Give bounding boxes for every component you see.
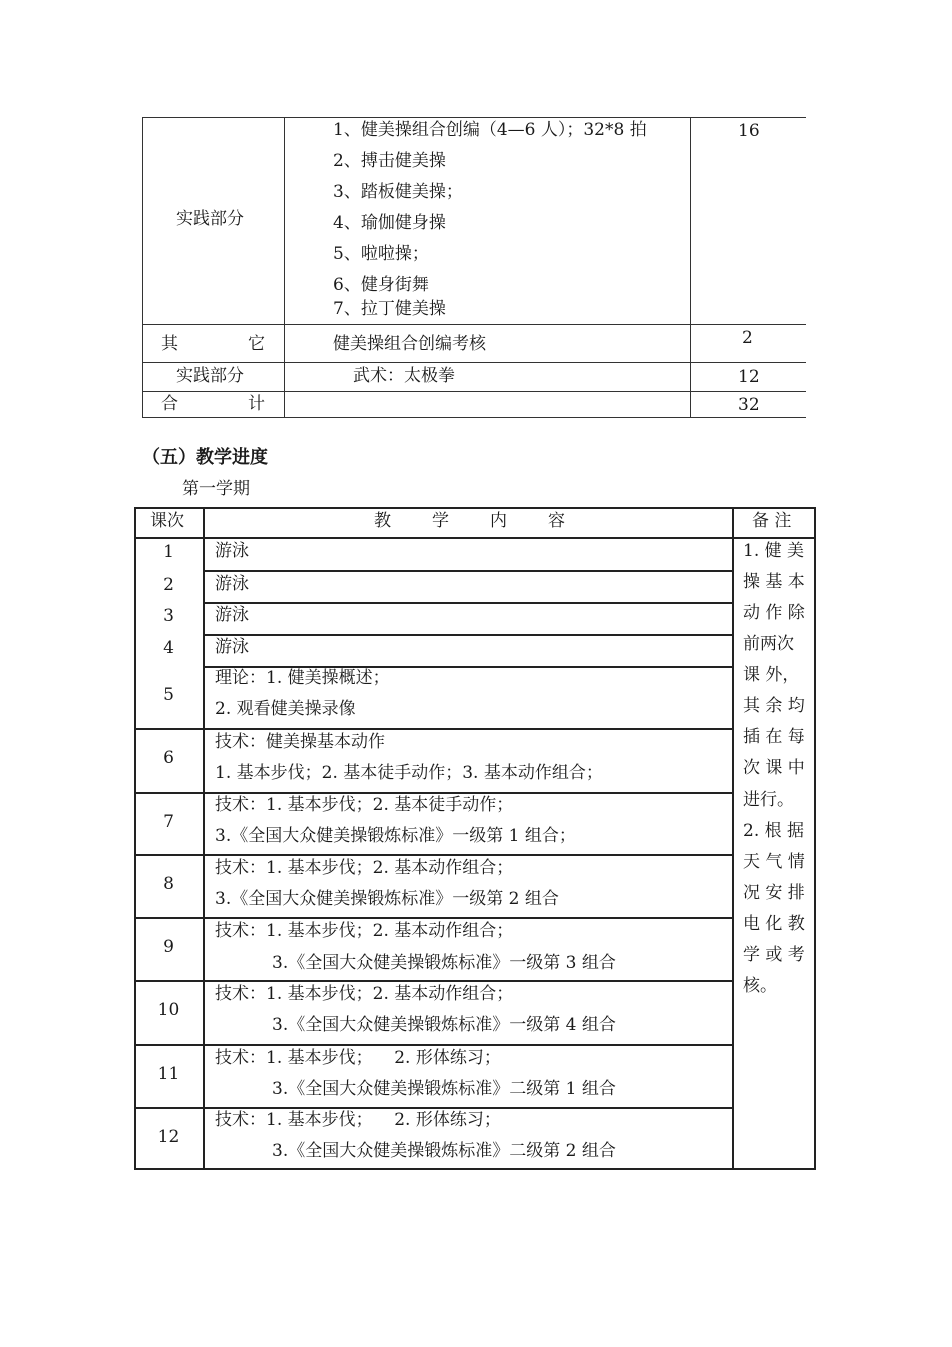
- lesson-content: 技术：1. 基本步伐；2. 基本徒手动作；: [215, 795, 514, 815]
- category-cell: 计: [248, 394, 265, 414]
- header-note: 备 注: [752, 511, 792, 531]
- table-rule: [203, 507, 205, 1170]
- section-heading: （五）教学进度: [142, 447, 268, 468]
- practice-item: 3、踏板健美操；: [333, 182, 463, 202]
- lesson-content: 技术：1. 基本步伐；2. 基本动作组合；: [215, 921, 514, 941]
- note-line: 课 外，: [743, 665, 800, 685]
- lesson-content: 理论：1. 健美操概述；: [215, 668, 390, 688]
- lesson-content: 技术：1. 基本步伐；2. 基本动作组合；: [215, 858, 514, 878]
- header-content-char: 教: [374, 511, 391, 531]
- note-line: 进行。: [743, 790, 794, 810]
- table-rule: [690, 117, 691, 418]
- note-line: 前两次: [743, 634, 794, 654]
- table-rule: [142, 417, 806, 418]
- hours-cell: 2: [742, 328, 753, 348]
- lesson-content: 3.《全国大众健美操锻炼标准》一级第 2 组合: [215, 889, 559, 909]
- table-rule: [134, 854, 734, 856]
- hours-cell: 16: [738, 121, 760, 141]
- lesson-content: 技术：1. 基本步伐； 2. 形体练习；: [215, 1110, 501, 1130]
- note-line: 核。: [743, 976, 777, 996]
- lesson-content: 游泳: [215, 637, 249, 657]
- lesson-content: 3.《全国大众健美操锻炼标准》一级第 1 组合；: [215, 826, 576, 846]
- lesson-content: 技术：1. 基本步伐；2. 基本动作组合；: [215, 984, 514, 1004]
- table-rule: [134, 980, 734, 982]
- header-lesson: 课次: [150, 511, 184, 531]
- table-rule: [134, 1044, 734, 1046]
- note-line: 操 基 本: [743, 572, 805, 592]
- lesson-content: 技术：健美操基本动作: [215, 732, 385, 752]
- table-rule: [134, 1107, 734, 1109]
- category-cell: 实践部分: [176, 209, 244, 229]
- lesson-number: 4: [163, 638, 174, 658]
- table-rule: [142, 362, 806, 363]
- content-cell: 健美操组合创编考核: [333, 334, 486, 354]
- content-cell: 武术：太极拳: [353, 366, 455, 386]
- lesson-content: 2. 观看健美操录像: [215, 699, 356, 719]
- header-content-char: 容: [548, 511, 565, 531]
- note-line: 电 化 教: [743, 914, 805, 934]
- note-line: 2. 根 据: [743, 821, 805, 841]
- category-cell: 它: [248, 334, 265, 354]
- lesson-content: 游泳: [215, 605, 249, 625]
- category-cell: 实践部分: [176, 366, 244, 386]
- lesson-number: 8: [163, 874, 174, 894]
- practice-item: 6、健身街舞: [333, 275, 429, 295]
- table-rule: [284, 117, 285, 418]
- lesson-content: 3.《全国大众健美操锻炼标准》一级第 3 组合: [272, 953, 616, 973]
- lesson-number: 3: [163, 606, 174, 626]
- header-content-char: 学: [432, 511, 449, 531]
- hours-cell: 32: [738, 395, 760, 415]
- note-line: 1. 健 美: [743, 541, 805, 561]
- lesson-number: 12: [157, 1127, 180, 1147]
- lesson-content: 3.《全国大众健美操锻炼标准》二级第 1 组合: [272, 1079, 616, 1099]
- table-rule: [142, 117, 806, 118]
- lesson-number: 10: [157, 1000, 180, 1020]
- lesson-number: 1: [163, 542, 174, 562]
- table-rule: [134, 917, 734, 919]
- category-cell: 合: [161, 394, 178, 414]
- note-line: 学 或 考: [743, 945, 805, 965]
- table-rule: [142, 324, 806, 325]
- table-rule: [203, 570, 734, 572]
- lesson-content: 游泳: [215, 574, 249, 594]
- table-rule: [142, 391, 806, 392]
- lesson-content: 3.《全国大众健美操锻炼标准》一级第 4 组合: [272, 1015, 616, 1035]
- practice-item: 1、健美操组合创编（4—6 人）；32*8 拍: [333, 120, 647, 140]
- table-rule: [134, 728, 734, 730]
- lesson-number: 6: [163, 748, 174, 768]
- lesson-number: 7: [163, 812, 174, 832]
- note-line: 动 作 除: [743, 603, 805, 623]
- note-line: 其 余 均: [743, 696, 805, 716]
- lesson-content: 游泳: [215, 541, 249, 561]
- lesson-content: 技术：1. 基本步伐； 2. 形体练习；: [215, 1048, 501, 1068]
- table-rule: [142, 117, 143, 418]
- table-rule: [203, 602, 734, 604]
- practice-item: 5、啦啦操；: [333, 244, 429, 264]
- lesson-number: 9: [163, 937, 174, 957]
- semester-label: 第一学期: [182, 479, 250, 499]
- header-content-char: 内: [490, 511, 507, 531]
- lesson-content: 1. 基本步伐；2. 基本徒手动作；3. 基本动作组合；: [215, 763, 603, 783]
- lesson-number: 11: [157, 1064, 180, 1084]
- practice-item: 7、拉丁健美操: [333, 299, 446, 319]
- table-rule: [134, 537, 816, 539]
- note-line: 况 安 排: [743, 883, 805, 903]
- practice-item: 2、搏击健美操: [333, 151, 446, 171]
- lesson-content: 3.《全国大众健美操锻炼标准》二级第 2 组合: [272, 1141, 616, 1161]
- lesson-number: 2: [163, 575, 174, 595]
- table-rule: [134, 792, 734, 794]
- hours-cell: 12: [738, 367, 760, 387]
- practice-item: 4、瑜伽健身操: [333, 213, 446, 233]
- note-line: 天 气 情: [743, 852, 805, 872]
- category-cell: 其: [161, 334, 178, 354]
- lesson-number: 5: [163, 685, 174, 705]
- table-rule: [732, 507, 734, 1170]
- note-line: 插 在 每: [743, 727, 805, 747]
- note-line: 次 课 中: [743, 758, 805, 778]
- table-rule: [203, 634, 734, 636]
